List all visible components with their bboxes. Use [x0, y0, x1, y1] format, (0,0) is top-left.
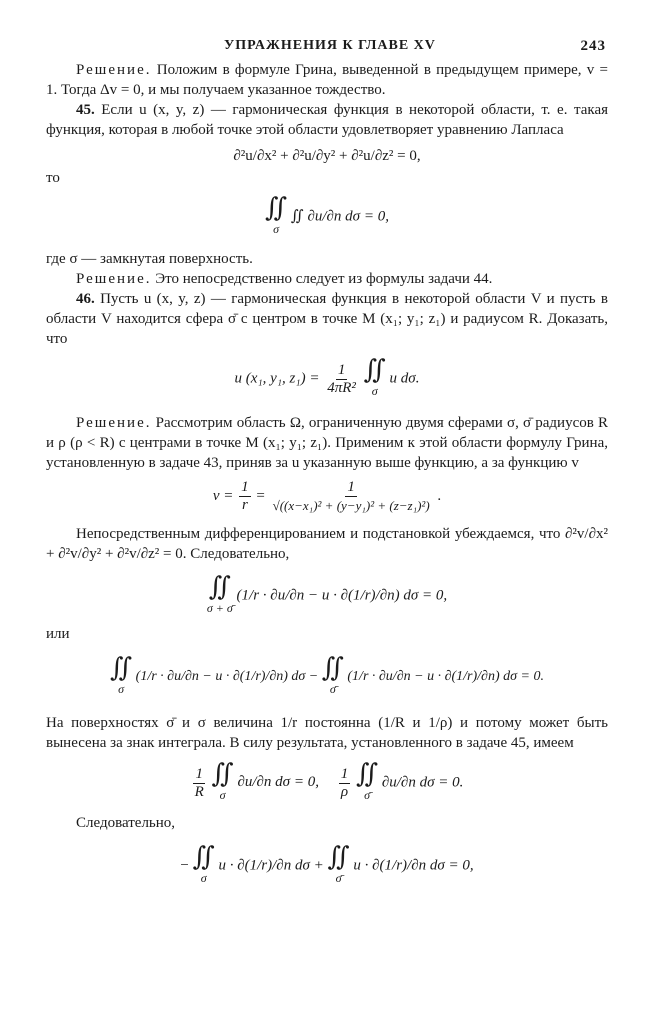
formula-laplace: [46, 146, 608, 166]
minus-sign: −: [180, 857, 189, 874]
paragraph-problem-46: [46, 289, 608, 349]
paragraph-problem-45: [46, 100, 608, 140]
v-lhs: v =: [212, 487, 234, 504]
integral-limit: σ̄: [329, 682, 336, 696]
formula-final: [46, 844, 608, 888]
fraction-one-over-r: [239, 479, 251, 514]
formula-green-combined: [46, 574, 608, 618]
integral-body: ∬ ∂u/∂n dσ = 0,: [290, 208, 389, 225]
integral-with-limit: [356, 761, 378, 805]
formula-flux-zero: [46, 761, 608, 805]
formula-mean-value: [46, 357, 608, 401]
integral-body: (1/r · ∂u/∂n − u · ∂(1/r)/∂n) dσ = 0,: [236, 587, 448, 604]
formula-flux-integral: [46, 195, 608, 239]
integral-limit: σ: [273, 222, 280, 236]
fraction-distance: [271, 479, 432, 514]
coefficient-fraction: [325, 362, 358, 397]
formula-v-definition: [46, 479, 608, 514]
paragraph-text: Положим в формуле Грина, выведенной в предыдущем примере, v = 1. Тогда Δv = 0, и мы получаем указанное тождество.: [46, 62, 608, 98]
paragraph-text: где σ — замкнутая поверхность.: [46, 251, 253, 267]
equals-sign: =: [256, 487, 265, 504]
integral-limit: σ̄: [364, 788, 370, 802]
integral-limit: σ + σ̄: [206, 601, 233, 615]
paragraph-sigma-def: [46, 249, 608, 269]
problem-number: 46.: [76, 291, 95, 307]
laplace-equation: ∂²u/∂x² + ∂²u/∂y² + ∂²u/∂z² = 0,: [233, 148, 421, 164]
paragraph-text: Рассмотрим область Ω, ограниченную двумя сферами σ, σ̄ радиусов R и ρ (ρ < R) с центрами в точке M (x₁; y₁; z₁). Применим к этой области формулу Грина, установленную в задаче 43, приняв за u указанную выше функцию, а за функцию v: [46, 415, 608, 471]
integral-with-limit: [364, 357, 386, 401]
solution-label: Решение.: [76, 415, 152, 431]
fraction-denominator: R: [194, 783, 204, 800]
double-integral-sign: ∬: [110, 653, 133, 682]
integral-limit: σ: [371, 384, 378, 398]
fraction-denominator: r: [241, 497, 248, 513]
integral-limit: σ: [219, 788, 226, 802]
solution-label: Решение.: [76, 271, 152, 287]
paragraph-text: Если u (x, y, z) — гармоническая функция в некоторой области, т. е. такая функция, которая в любой точке этой области удовлетворяет уравнению Лапласа: [46, 102, 608, 138]
page-number: 243: [580, 38, 606, 54]
solution-label: Решение.: [76, 62, 152, 78]
double-integral-sign: ∬: [211, 759, 234, 788]
mean-value-rhs: u dσ.: [389, 370, 420, 387]
paragraph-text: Это непосредственно следует из формулы задачи 44.: [151, 271, 493, 287]
double-integral-sign: ∬: [192, 842, 215, 871]
integral-body: ∂u/∂n dσ = 0,: [237, 774, 319, 791]
fraction-one-over-rho: [339, 766, 351, 801]
double-integral-sign: ∬: [363, 355, 386, 384]
double-integral-sign: ∬: [265, 193, 288, 222]
problem-number: 45.: [76, 102, 95, 118]
page: [46, 30, 608, 888]
integral-body: u · ∂(1/r)/∂n dσ = 0,: [353, 857, 474, 874]
period-mark: .: [437, 487, 442, 504]
paragraph-differentiation: [46, 524, 608, 564]
double-integral-sign: ∬: [321, 653, 344, 682]
fraction-denominator: √((x−x₁)² + (y−y₁)² + (z−z₁)²): [272, 498, 430, 513]
word-ili: или: [46, 626, 70, 642]
integral-body: (1/r · ∂u/∂n − u · ∂(1/r)/∂n) dσ −: [135, 669, 319, 685]
integral-with-limit: [265, 195, 287, 239]
paragraph-solution-44: [46, 60, 608, 100]
paragraph-solution-45: [46, 269, 608, 289]
mean-value-lhs: u (x₁, y₁, z₁) =: [234, 370, 320, 387]
formula-green-split: [46, 655, 608, 699]
integral-with-limit: [110, 655, 132, 699]
integral-with-limit: [207, 574, 233, 618]
paragraph-text: На поверхностях σ̄ и σ величина 1/r постоянна (1/R и 1/ρ) и потому может быть вынесена за знак интеграла. В силу результата, установленного в задаче 45, имеем: [46, 715, 608, 751]
fraction-numerator: 1: [195, 765, 203, 782]
integral-with-limit: [212, 761, 234, 805]
paragraph-constant-factor: [46, 713, 608, 753]
fraction-denominator: ρ: [340, 783, 349, 800]
running-title: УПРАЖНЕНИЯ К ГЛАВЕ XV: [224, 38, 436, 53]
double-integral-sign: ∬: [327, 842, 350, 871]
fraction-numerator: 1: [337, 361, 346, 378]
fraction-numerator: 1: [340, 765, 349, 782]
integral-limit: σ: [118, 682, 125, 696]
integral-limit: σ̄: [335, 871, 342, 885]
integral-with-limit: [322, 655, 344, 699]
paragraph-text: Пусть u (x, y, z) — гармоническая функция в некоторой области V и пусть в области V находится сфера σ̄ с центром в точке M (x₁; y₁; z₁) и радиусом R. Доказать, что: [46, 291, 608, 347]
fraction-denominator: 4πR²: [327, 379, 356, 396]
integral-with-limit: [193, 844, 215, 888]
fraction-numerator: 1: [347, 479, 355, 495]
integral-body: u · ∂(1/r)/∂n dσ +: [218, 857, 324, 874]
paragraph-solution-46: [46, 413, 608, 473]
integral-body: (1/r · ∂u/∂n − u · ∂(1/r)/∂n) dσ = 0.: [347, 669, 544, 685]
fraction-numerator: 1: [241, 479, 249, 495]
running-header: [46, 30, 608, 60]
integral-body: ∂u/∂n dσ = 0.: [381, 774, 464, 791]
integral-limit: σ: [200, 871, 207, 885]
double-integral-sign: ∬: [355, 759, 379, 788]
word-sledovatelno: Следовательно,: [76, 815, 176, 831]
integral-with-limit: [327, 844, 349, 888]
fraction-one-over-R: [193, 766, 206, 801]
double-integral-sign: ∬: [208, 572, 231, 601]
paragraph-text: Непосредственным дифференцированием и подстановкой убеждаемся, что ∂²v/∂x² + ∂²v/∂y² + ∂²v/∂z² = 0. Следовательно,: [46, 526, 608, 562]
word-to: то: [46, 170, 60, 186]
